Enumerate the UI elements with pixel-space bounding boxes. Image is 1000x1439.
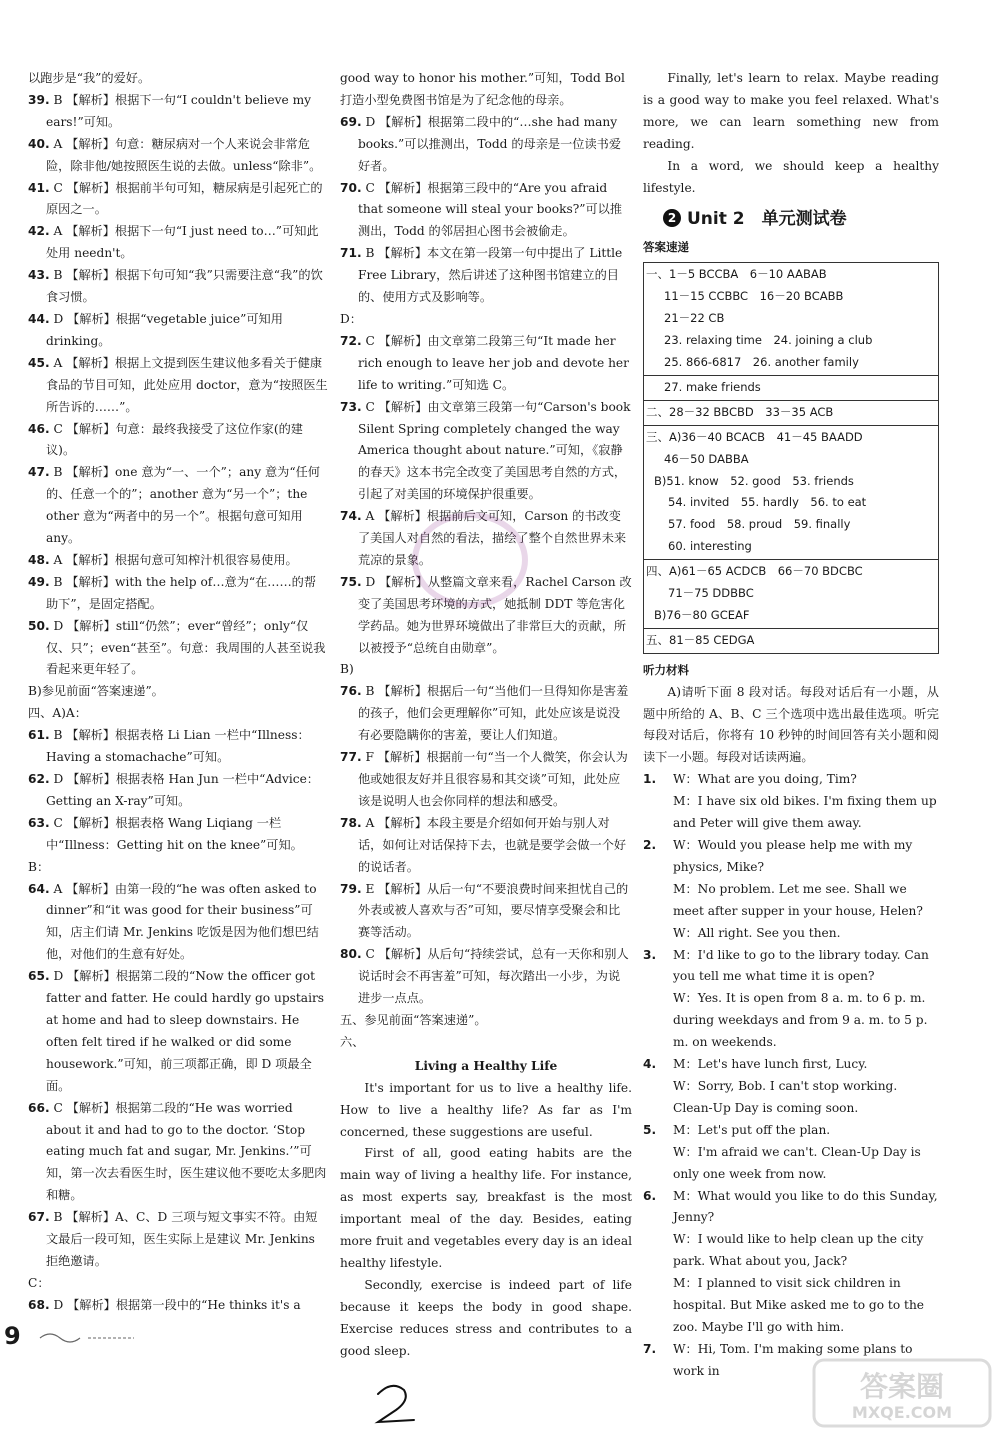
question-number: 45. <box>28 355 50 370</box>
dialogue-line <box>643 945 939 989</box>
question-number: 47. <box>28 465 50 480</box>
explanation-text: A 【解析】句意：糖尿病对一个人来说会非常危险，除非他/她按照医生说的去做。unless“除非”。 <box>46 136 322 173</box>
answer-explanation <box>28 90 328 134</box>
column-left <box>28 68 328 1317</box>
answer-explanation <box>28 462 328 550</box>
dialogue-line <box>643 1229 939 1273</box>
answer-key-line: 21－22 CB <box>664 311 725 326</box>
dialogue-index: 7. <box>643 1341 657 1356</box>
answer-explanation <box>340 813 632 879</box>
answer-key-line: 三、A)36－40 BCACB 41－45 BAADD <box>646 429 863 444</box>
essay-paragraph: Secondly, exercise is indeed part of life because it keeps the body in good shape. Exercise reduces stress and contributes to a good sleep. <box>340 1277 632 1358</box>
answer-key-line: 57. food 58. proud 59. finally <box>668 517 851 532</box>
dialogue-line <box>643 879 939 923</box>
question-number: 64. <box>28 881 50 896</box>
speaker: W： <box>673 1144 698 1159</box>
answer-explanation <box>28 966 328 1097</box>
text-line: D： <box>340 311 362 326</box>
question-number: 77. <box>340 750 362 765</box>
column-right <box>643 68 939 1383</box>
answer-explanation <box>340 879 632 945</box>
unit-heading <box>663 205 939 233</box>
answer-key-line: 四、A)61－65 ACDCB 66－70 BDCBC <box>646 564 863 579</box>
question-number: 70. <box>340 180 362 195</box>
dialogue-line <box>643 1054 939 1076</box>
explanation-text: D 【解析】根据第二段的“Now the officer got fatter and fatter. He could hardly go upstairs at home and had to sleep downstairs. He often felt tired if he walked or did some housework.”可知，前三项都正确，即 D 项最全面。 <box>46 969 325 1093</box>
answer-key-row <box>644 401 938 426</box>
explanation-text: B 【解析】根据后一句“当他们一旦得知你是害羞的孩子，他们会更理解你”可知，此处应该是说没有必要隐瞒你的害羞，要让人们知道。 <box>358 684 629 743</box>
footer-ornament <box>38 1330 138 1344</box>
explanation-text: B 【解析】本文在第一段第一句中提出了 Little Free Library，然后讲述了这种图书馆建立的目的、使用方式及影响等。 <box>358 246 623 305</box>
dialogue-text: I have six old bikes. I'm fixing them up and Peter will give them away. <box>673 794 937 831</box>
explanation-text: C 【解析】根据前半句可知，糖尿病是引起死亡的原因之一。 <box>46 180 323 217</box>
answer-explanation <box>28 134 328 178</box>
text-line: B) <box>340 662 354 677</box>
page-number: 9 <box>4 1322 21 1350</box>
explanation-text: D 【解析】根据“vegetable juice”可知用 drinking。 <box>46 311 283 348</box>
question-number: 42. <box>28 224 50 239</box>
essay-paragraph: It's important for us to live a healthy life. How to live a healthy life? As far as I'm concerned, these suggestions are useful. <box>340 1080 632 1139</box>
answer-key-line: 二、28－32 BBCBD 33－35 ACB <box>646 404 834 419</box>
answer-explanation <box>28 572 328 616</box>
answer-explanation <box>28 616 328 682</box>
dialogue-number <box>643 1339 673 1361</box>
dialogue-index: 2. <box>643 838 657 852</box>
explanation-text: B 【解析】one 意为“一、一个”；any 意为“任何的、任意一个的”；another 意为“另一个”；the other 意为“两者中的另一个”。根据句意可知用 any。 <box>46 465 320 546</box>
dialogue-line <box>643 1142 939 1186</box>
question-number: 67. <box>28 1210 50 1225</box>
dialogue-text: I'm afraid we can't. Clean-Up Day is only one week from now. <box>673 1144 921 1181</box>
question-number: 66. <box>28 1100 50 1115</box>
speaker: W： <box>673 1078 698 1093</box>
dialogue-text: Would you please help me with my physics, Mike? <box>673 838 913 874</box>
answer-key-line: 一、1－5 BCCBA 6－10 AABAB <box>646 267 827 282</box>
answer-explanation <box>28 1098 328 1208</box>
text-line: B)参见前面“答案速递”。 <box>28 684 164 699</box>
dialogue-number <box>643 769 673 791</box>
dialogue-index: 5. <box>643 1122 657 1137</box>
question-number: 75. <box>340 574 362 589</box>
answer-key-line: 五、81－85 CEDGA <box>646 632 755 647</box>
dialogue-index: 6. <box>643 1188 657 1203</box>
question-number: 63. <box>28 815 50 830</box>
explanation-text: E 【解析】从后一句“不要浪费时间来担忧自己的外表或被人喜欢与否”可知，要尽情享受聚会和比赛等活动。 <box>358 881 629 940</box>
question-number: 49. <box>28 574 50 589</box>
question-number: 61. <box>28 728 50 743</box>
text-line: B： <box>28 859 50 874</box>
question-number: 74. <box>340 509 362 524</box>
question-number: 48. <box>28 552 50 567</box>
listening-heading: 听力材料 <box>643 662 689 677</box>
speaker: M： <box>673 1276 698 1291</box>
explanation-text: B 【解析】根据下一句“I couldn't believe my ears!”可知。 <box>46 92 312 129</box>
essay-paragraph: Finally, let's learn to relax. Maybe reading is a good way to make you feel relaxed. What's more, we can learn something new from reading. <box>643 71 939 151</box>
dialogue-number <box>643 1186 673 1208</box>
stamp-mark <box>410 505 530 615</box>
answer-explanation <box>340 243 632 309</box>
dialogue-number <box>643 1054 673 1076</box>
unit-number-badge: 2 <box>663 209 681 227</box>
unit-title: Unit 2 单元测试卷 <box>687 209 847 230</box>
question-number: 62. <box>28 772 50 786</box>
answer-key-line: 60. interesting <box>668 539 752 554</box>
question-number: 79. <box>340 881 362 896</box>
explanation-text: A 【解析】根据上文提到医生建议他多看关于健康食品的节目可知，此处应用 doctor，意为“按照医生所告诉的……”。 <box>46 355 328 414</box>
speaker: M： <box>673 1188 698 1203</box>
explanation-text: B 【解析】A、C、D 三项与短文事实不符。由短文最后一段可知，医生实际上是建议 Mr. Jenkins 拒绝邀请。 <box>46 1210 318 1268</box>
answer-explanation <box>340 681 632 747</box>
essay-title: Living a Healthy Life <box>414 1058 558 1073</box>
dialogue-text: Let's have lunch first, Lucy. <box>697 1057 868 1072</box>
answer-explanation <box>340 178 632 244</box>
question-number: 40. <box>28 136 50 151</box>
speaker: W： <box>673 772 698 787</box>
explanation-text: F 【解析】根据前一句“当一个人微笑，你会认为他或她很友好并且很容易和其交谈”可知，此处应该是说明人也会你同样的想法和感受。 <box>358 750 628 808</box>
answer-explanation <box>340 331 632 397</box>
handwritten-mark <box>370 1378 420 1432</box>
dialogue-number <box>643 1120 673 1142</box>
explanation-text: B 【解析】根据下句可知“我”只需要注意“我”的饮食习惯。 <box>46 268 323 305</box>
question-number: 46. <box>28 421 50 436</box>
answer-explanation <box>340 747 632 813</box>
question-number: 78. <box>340 815 362 830</box>
answer-explanation <box>28 1295 328 1317</box>
explanation-text: C 【解析】根据第三段中的“Are you afraid that someone will steal your books?”可以推测出，Todd 的邻居担心图书会被偷走。 <box>358 180 623 239</box>
answer-explanation <box>28 550 328 572</box>
answer-explanation <box>28 813 328 857</box>
dialogue-line <box>643 835 939 879</box>
essay-paragraph: In a word, we should keep a healthy lifestyle. <box>643 158 939 195</box>
explanation-text: D 【解析】根据表格 Han Jun 一栏中“Advice：Getting an X-ray”可知。 <box>46 772 319 808</box>
explanation-text: D 【解析】根据第一段中的“He thinks it's a <box>53 1297 301 1312</box>
dialogue-line <box>643 1076 939 1120</box>
question-number: 39. <box>28 92 50 107</box>
answer-key-line: 25. 866-6817 26. another family <box>664 354 859 369</box>
explanation-text: B 【解析】根据表格 Li Lian 一栏中“Illness：Having a stomachache”可知。 <box>46 728 310 765</box>
dialogue-index: 3. <box>643 947 657 962</box>
dialogue-number <box>643 945 673 967</box>
dialogue-line <box>643 988 939 1054</box>
answer-explanation <box>340 944 632 1010</box>
dialogue-text: I planned to visit sick children in hospital. But Mike asked me to go to the zoo. Maybe I'll go with him. <box>673 1276 925 1334</box>
speaker: W： <box>673 925 698 940</box>
answer-explanation <box>340 397 632 507</box>
dialogue-text: All right. See you then. <box>697 925 841 940</box>
question-number: 73. <box>340 399 362 414</box>
dialogue-text: Let's put off the plan. <box>697 1122 831 1137</box>
svg-text:MXQE.COM: MXQE.COM <box>851 1403 953 1422</box>
speaker: W： <box>673 1341 698 1356</box>
answer-key-line: 27. make friends <box>664 379 761 394</box>
answer-explanation <box>28 221 328 265</box>
question-number: 68. <box>28 1297 50 1312</box>
explanation-text: C 【解析】句意：最终我接受了这位作家(的建议)。 <box>46 421 303 458</box>
answer-key-line: B)76－80 GCEAF <box>654 607 750 622</box>
answer-key-row <box>644 629 938 653</box>
question-number: 69. <box>340 114 362 129</box>
speaker: M： <box>673 1122 698 1137</box>
question-number: 71. <box>340 246 362 261</box>
answer-explanation <box>28 353 328 419</box>
speaker: W： <box>673 838 698 852</box>
explanation-text: D 【解析】从整篇文章来看，Rachel Carson 改变了美国思考环境的方式，她抵制 DDT 等危害化学药品。她为世界环境做出了非常巨大的贡献，所以被授予“总统自由勋章”。 <box>358 574 632 655</box>
answer-key-line: 23. relaxing time 24. joining a club <box>664 333 873 348</box>
speaker: M： <box>673 794 698 809</box>
explanation-text: C 【解析】从后句“持续尝试，总有一天你和别人说话时会不再害羞”可知，每次踏出一小步，为说进步一点点。 <box>358 947 629 1006</box>
question-number: 80. <box>340 947 362 962</box>
dialogue-index: 1. <box>643 772 657 787</box>
speaker: M： <box>673 947 698 962</box>
dialogue-text: I'd like to go to the library today. Can you tell me what time it is open? <box>673 947 929 984</box>
explanation-text: D 【解析】still“仍然”；ever“曾经”；only“仅仅、只”；even“甚至”。句意：我周围的人甚至说我看起来更年轻了。 <box>46 618 326 677</box>
explanation-text: D 【解析】根据第二段中的“…she had many books.”可以推测出，Todd 的母亲是一位读书爱好者。 <box>358 114 622 173</box>
explanation-text: A 【解析】由第一段的“he was often asked to dinner”和“it was good for their business”可知，店主们请 Mr. Jenkins 吃饭是因为他们想巴结他，对他们的生意有好处。 <box>46 881 319 962</box>
listening-intro: A)请听下面 8 段对话。每段对话后有一小题，从题中所给的 A、B、C 三个选项中选出最佳选项。听完每段对话后，你将有 10 秒钟的时间回答有关小题和阅读下一小题。每段对话读两遍。 <box>643 684 939 765</box>
dialogue-text: Hi, Tom. I'm making some plans to work in <box>673 1341 913 1378</box>
explanation-text: C 【解析】由文章第三段第一句“Carson's book Silent Spring completely changed the way America thought about nature.”可知，《寂静的春天》这本书完全改变了美国思考自然的方式，引起了对美国的环境保护很重要。 <box>358 399 631 502</box>
dialogue-line <box>643 923 939 945</box>
text-line: good way to honor his mother.”可知，Todd Bol 打造小型免费图书馆是为了纪念他的母亲。 <box>340 71 625 107</box>
speaker: W： <box>673 1232 698 1247</box>
text-line: 以跑步是“我”的爱好。 <box>28 71 151 85</box>
answer-key-line: 46－50 DABBA <box>664 451 749 466</box>
question-number: 41. <box>28 180 50 195</box>
answer-explanation <box>340 112 632 178</box>
dialogue-line <box>643 1120 939 1142</box>
answer-key-row <box>644 376 938 401</box>
dialogue-line <box>643 791 939 835</box>
question-number: 65. <box>28 969 50 984</box>
question-number: 50. <box>28 618 50 633</box>
answer-key-row <box>644 263 938 376</box>
speaker: M： <box>673 881 698 896</box>
text-line: 五、参见前面“答案速递”。 <box>340 1012 487 1027</box>
dialogue-text: I would like to help clean up the city park. What about you, Jack? <box>673 1232 924 1269</box>
dialogue-line <box>643 1273 939 1339</box>
question-number: 44. <box>28 311 50 326</box>
explanation-text: C 【解析】根据第二段的“He was worried about it and had to go to the doctor. ‘Stop eating much fat and sugar, Mr. Jenkins.’”可知，第一次去看医生时，医生建议他不要吃太多肥肉和糖。 <box>46 1100 327 1203</box>
answer-key-line: 71－75 DDBBC <box>668 586 754 601</box>
essay-paragraph: First of all, good eating habits are the main way of living a healthy life. For instance, as most experts say, breakfast is the most important meal of the day. Besides, eating more fruit and vegetables every day is an ideal healthy lifestyle. <box>340 1146 632 1270</box>
watermark-logo <box>812 1358 992 1432</box>
text-line: 四、A)A： <box>28 706 87 721</box>
svg-text:答案圈: 答案圈 <box>859 1370 945 1403</box>
answer-explanation <box>28 309 328 353</box>
essay-conclusion <box>643 68 939 199</box>
answer-explanation <box>28 178 328 222</box>
answer-explanation <box>28 265 328 309</box>
column-middle <box>340 68 632 1362</box>
answer-explanation <box>28 769 328 813</box>
dialogue-text: Yes. It is open from 8 a. m. to 6 p. m. during weekdays and from 9 a. m. to 5 p. m. on weekends. <box>673 991 928 1050</box>
answer-explanation <box>28 419 328 463</box>
dialogue-text: What would you like to do this Sunday, Jenny? <box>673 1188 938 1225</box>
answer-key-heading: 答案速递 <box>643 240 689 255</box>
answer-key-line: 54. invited 55. hardly 56. to eat <box>668 495 867 510</box>
answer-key-row <box>644 560 938 629</box>
explanation-text: A 【解析】根据前后文可知，Carson 的书改变了美国人对自然的看法，描绘了整个自然世界未来荒凉的景象。 <box>358 509 627 567</box>
listening-dialogues <box>643 769 939 1382</box>
answer-explanation <box>28 725 328 769</box>
answer-key-row <box>644 426 938 560</box>
question-number: 43. <box>28 268 50 283</box>
dialogue-line <box>643 769 939 791</box>
answer-explanation <box>28 1207 328 1273</box>
question-number: 76. <box>340 684 362 699</box>
answer-key-table <box>643 262 939 653</box>
text-line: 六、 <box>340 1034 365 1049</box>
speaker: M： <box>673 1057 698 1072</box>
dialogue-text: What are you doing, Tim? <box>697 772 857 787</box>
explanation-text: A 【解析】根据句意可知榨汁机很容易使用。 <box>53 552 298 567</box>
dialogue-index: 4. <box>643 1057 657 1072</box>
explanation-text: C 【解析】根据表格 Wang Liqiang 一栏中“Illness：Getting hit on the knee”可知。 <box>46 815 303 852</box>
answer-explanation <box>28 879 328 967</box>
dialogue-text: No problem. Let me see. Shall we meet after supper in your house, Helen? <box>673 881 923 918</box>
answer-key-line: 11－15 CCBBC 16－20 BCABB <box>664 289 844 304</box>
dialogue-number <box>643 835 673 857</box>
dialogue-text: Sorry, Bob. I can't stop working. Clean-Up Day is coming soon. <box>673 1078 898 1115</box>
explanation-text: A 【解析】根据下一句“I just need to…”可知此处用 needn't。 <box>46 224 319 261</box>
speaker: W： <box>673 991 698 1006</box>
explanation-text: B 【解析】with the help of…意为“在……的帮助下”，是固定搭配。 <box>46 574 317 611</box>
dialogue-line <box>643 1186 939 1230</box>
explanation-text: A 【解析】本段主要是介绍如何开始与别人对话，如何让对话保持下去，也就是要学会做一个好的说话者。 <box>358 815 627 874</box>
answer-key-line: B)51. know 52. good 53. friends <box>654 473 854 488</box>
text-line: C： <box>28 1275 50 1290</box>
question-number: 72. <box>340 333 362 348</box>
explanation-text: C 【解析】由文章第二段第三句“It made her rich enough to leave her job and devote her life to writing.”可知选 C。 <box>358 333 629 392</box>
